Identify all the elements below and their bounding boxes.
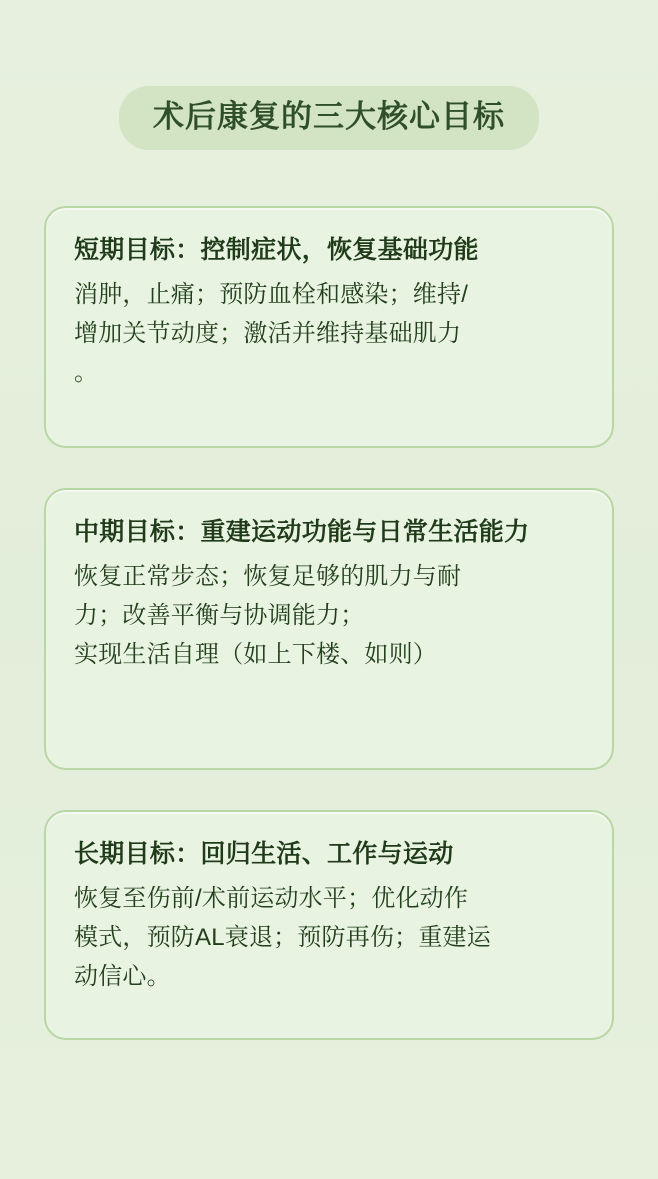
- page-title-pill: [119, 86, 539, 150]
- goal-card-line: 消肿，止痛；预防血栓和感染；维持/: [74, 280, 469, 308]
- goal-card-body: [74, 880, 584, 997]
- goal-card-heading: 短期目标：控制症状，恢复基础功能: [74, 236, 479, 265]
- goal-card-line: 实现生活自理（如上下楼、如则）: [74, 640, 437, 668]
- goal-card-short-term: [44, 206, 614, 448]
- goal-card-body: [74, 276, 584, 393]
- goal-card-heading: 中期目标：重建运动功能与日常生活能力: [74, 518, 530, 547]
- goal-card-line: 动信心。: [74, 962, 171, 990]
- goal-card-mid-term: [44, 488, 614, 770]
- goal-card-long-term: [44, 810, 614, 1040]
- goal-card-line: 增加关节动度；激活并维持基础肌力: [74, 319, 462, 347]
- goal-card-heading: 长期目标：回归生活、工作与运动: [74, 840, 454, 869]
- goal-card-line: 恢复至伤前/术前运动水平；优化动作: [74, 884, 469, 912]
- goal-card-line: 模式，预防AL衰退；预防再伤；重建运: [74, 923, 491, 951]
- page-title-container: [44, 0, 614, 150]
- goal-card-body: [74, 558, 584, 675]
- goal-card-line: 力；改善平衡与协调能力；: [74, 601, 365, 629]
- page-title: 术后康复的三大核心目标: [153, 99, 505, 134]
- goal-card-line: 恢复正常步态；恢复足够的肌力与耐: [74, 562, 462, 590]
- goal-card-line: 。: [74, 358, 99, 386]
